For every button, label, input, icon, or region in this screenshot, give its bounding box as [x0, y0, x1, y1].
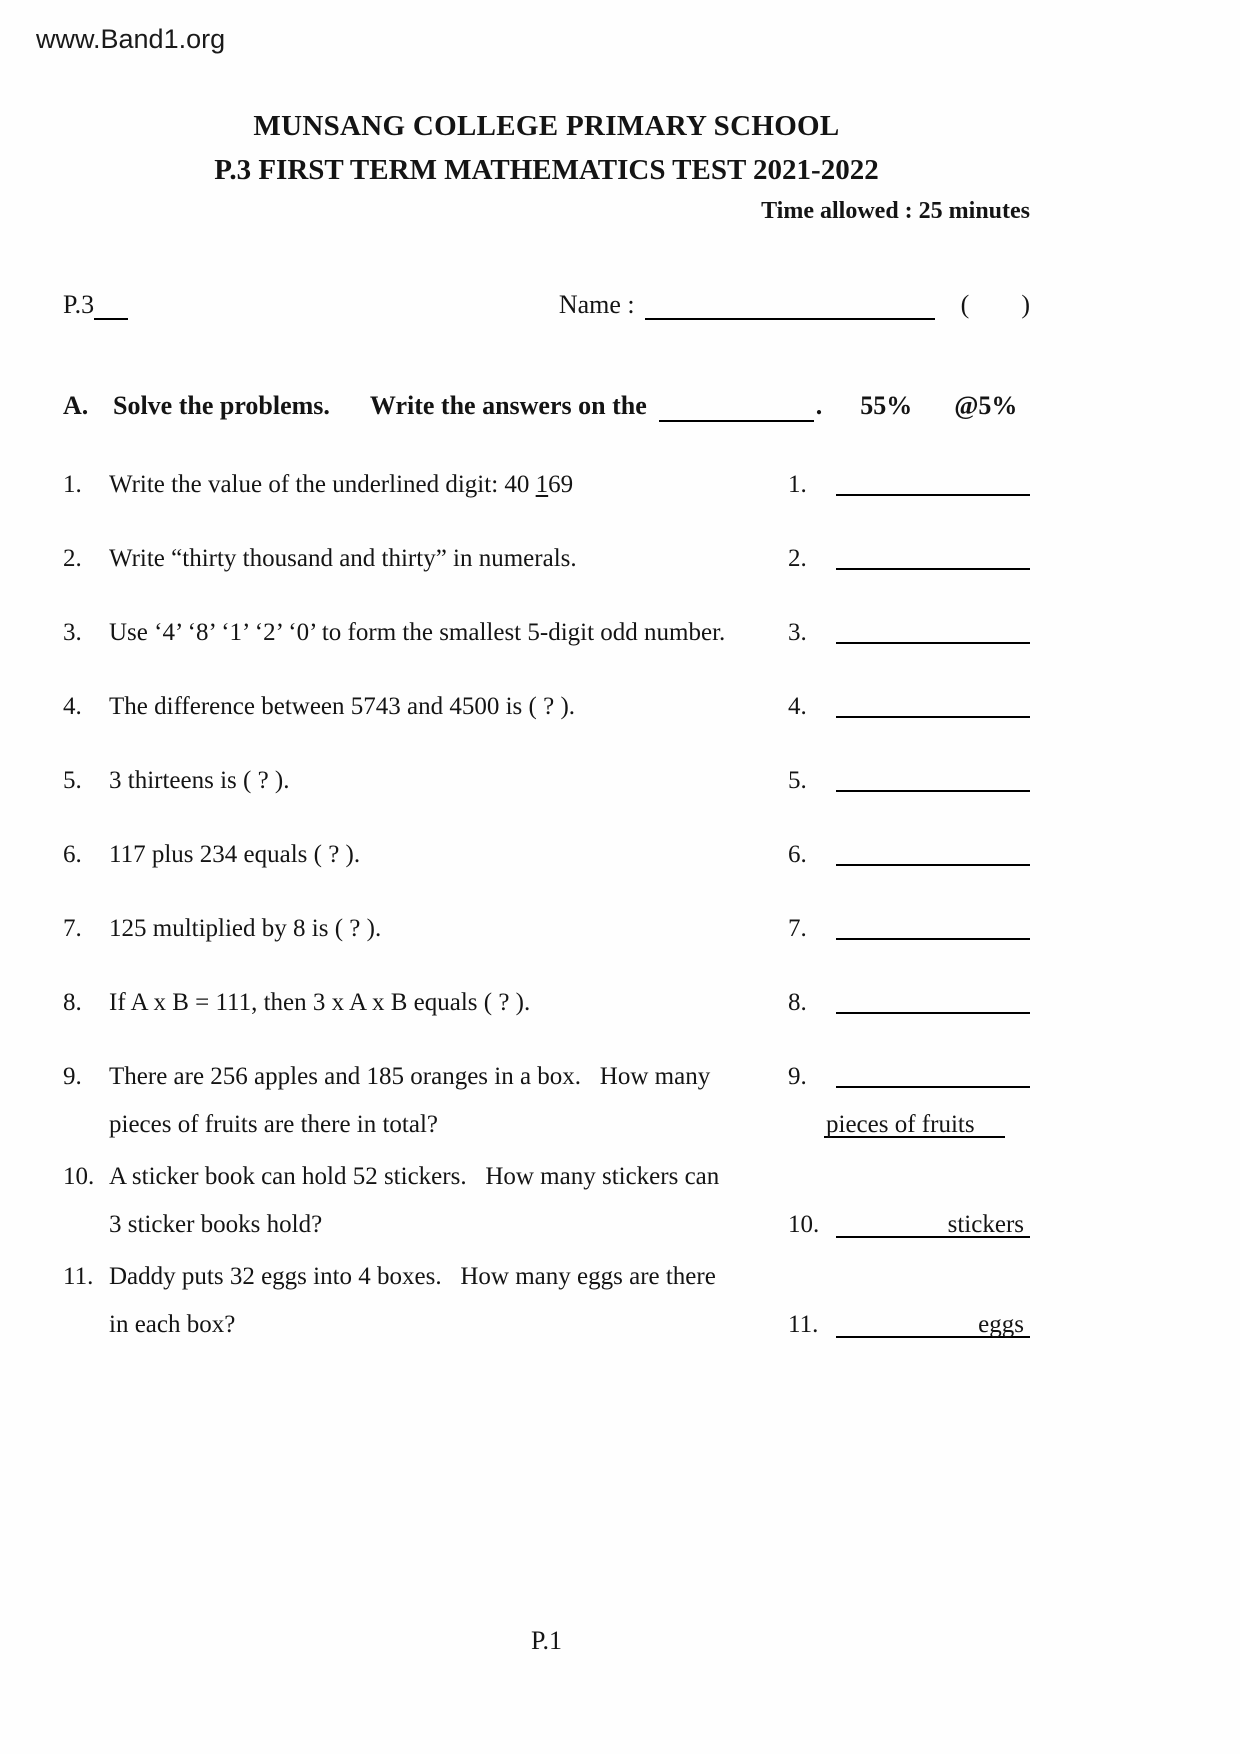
school-name: MUNSANG COLLEGE PRIMARY SCHOOL: [253, 110, 840, 142]
class-label: P.3: [63, 290, 95, 319]
question-row: [63, 766, 1030, 796]
answer-area: [788, 840, 1030, 870]
answer-number: 9.: [788, 1063, 807, 1090]
answer-line-1: [788, 1262, 1030, 1292]
time-allowed: Time allowed : 25 minutes: [761, 198, 1030, 224]
answer-area: [788, 1162, 1030, 1240]
answer-line-2: [788, 1210, 1030, 1240]
question-row: [63, 840, 1030, 870]
class-number-paren-open: (: [960, 290, 970, 319]
answer-area: [788, 1262, 1030, 1340]
question-row: [63, 470, 1030, 500]
answer-area: [788, 766, 1030, 796]
answer-area: [788, 692, 1030, 722]
answer-blank: [836, 988, 1030, 1014]
question-number: 4.: [63, 693, 82, 720]
question-text: 117 plus 234 equals ( ? ).: [109, 841, 361, 868]
question-line-1: [63, 1162, 774, 1192]
question-row: [63, 618, 1030, 648]
question-row: [63, 692, 1030, 722]
section-per-question-score: @5%: [954, 391, 1018, 420]
question-text: Use ‘4’ ‘8’ ‘1’ ‘2’ ‘0’ to form the smallest 5-digit odd number.: [109, 619, 726, 646]
question-number: 5.: [63, 767, 82, 794]
question-text: 3 sticker books hold?: [109, 1211, 323, 1238]
answer-line-2: [788, 1110, 1030, 1140]
question-line-1: [63, 1062, 774, 1092]
question-number: 2.: [63, 545, 82, 572]
answer-area: [788, 470, 1030, 500]
answer-line-1: [788, 1162, 1030, 1192]
watermark: www.Band1.org: [36, 24, 226, 54]
answer-number: 4.: [788, 693, 807, 720]
section-a-header: [63, 390, 1030, 422]
question: [63, 840, 788, 870]
question-list: [63, 470, 1030, 1340]
question: [63, 914, 788, 944]
question-line-2: [63, 1110, 774, 1140]
question-text: If A x B = 111, then 3 x A x B equals ( ? ).: [109, 989, 531, 1016]
question-text: pieces of fruits are there in total?: [109, 1111, 439, 1138]
section-total-score: 55%: [860, 391, 913, 420]
question-text: A sticker book can hold 52 stickers. How many stickers can: [109, 1163, 720, 1190]
question-number: 10.: [63, 1163, 95, 1190]
answer-number: 1.: [788, 471, 807, 498]
question: [63, 544, 788, 574]
question-text-part: 69: [548, 471, 574, 498]
question-number: 11.: [63, 1263, 94, 1290]
question: [63, 692, 788, 722]
answer-unit-label: stickers: [947, 1211, 1024, 1238]
page-number: P.1: [530, 1626, 563, 1655]
question: [63, 988, 788, 1018]
question-line-2: [63, 1310, 774, 1340]
answer-blank: [836, 766, 1030, 792]
question-number: 8.: [63, 989, 82, 1016]
question-number: 6.: [63, 841, 82, 868]
answer-blank: [836, 544, 1030, 570]
question-number: 3.: [63, 619, 82, 646]
question: [63, 1262, 788, 1340]
answer-area: [788, 618, 1030, 648]
answer-unit-label: pieces of fruits: [824, 1110, 1005, 1138]
question-text: Write “thirty thousand and thirty” in numerals.: [109, 545, 577, 572]
class-number-paren-close: ): [1021, 290, 1030, 319]
section-instruction-period: .: [815, 391, 823, 420]
name-label: Name :: [558, 290, 635, 319]
answer-blank: [836, 692, 1030, 718]
question: [63, 1162, 788, 1240]
class-blank: [94, 295, 128, 320]
name-blank: [645, 295, 935, 320]
question-number: 9.: [63, 1063, 82, 1090]
section-instruction-1: Solve the problems.: [113, 391, 330, 420]
test-title: P.3 FIRST TERM MATHEMATICS TEST 2021-2022: [214, 154, 879, 186]
question: [63, 470, 788, 500]
answer-number: 5.: [788, 767, 807, 794]
section-instruction-2: Write the answers on the: [369, 391, 647, 420]
question: [63, 1062, 788, 1140]
section-instruction-blank: [659, 397, 814, 422]
answer-blank: [836, 1310, 1030, 1338]
answer-blank: [836, 1210, 1030, 1238]
question-number: 7.: [63, 915, 82, 942]
question: [63, 618, 788, 648]
question-row: [63, 988, 1030, 1018]
answer-number: 6.: [788, 841, 807, 868]
class-field: [63, 290, 128, 320]
answer-area: [788, 544, 1030, 574]
question-row: [63, 1162, 1030, 1240]
answer-number: 11.: [788, 1311, 819, 1338]
answer-area: [788, 1062, 1030, 1140]
header: [63, 108, 1030, 226]
question-text: The difference between 5743 and 4500 is ( ? ).: [109, 693, 576, 720]
question-row: [63, 544, 1030, 574]
question-number: 1.: [63, 471, 82, 498]
name-row: [63, 290, 1030, 320]
question-text-part: Write the value of the underlined digit: 40: [109, 471, 536, 498]
question-text: Daddy puts 32 eggs into 4 boxes. How many eggs are there: [109, 1263, 716, 1290]
answer-blank: [836, 914, 1030, 940]
answer-number: 8.: [788, 989, 807, 1016]
answer-area: [788, 988, 1030, 1018]
answer-blank: [836, 470, 1030, 496]
question-text: There are 256 apples and 185 oranges in a box. How many: [109, 1063, 711, 1090]
question-text: 125 multiplied by 8 is ( ? ).: [109, 915, 382, 942]
answer-number: 2.: [788, 545, 807, 572]
answer-number: 3.: [788, 619, 807, 646]
answer-unit-label: eggs: [978, 1311, 1024, 1338]
question-text: in each box?: [109, 1311, 236, 1338]
question-text: 3 thirteens is ( ? ).: [109, 767, 290, 794]
underlined-digit: 1: [535, 471, 549, 498]
answer-blank: [836, 1062, 1030, 1088]
answer-blank: [836, 618, 1030, 644]
name-field: [559, 290, 1030, 320]
answer-number: 7.: [788, 915, 807, 942]
answer-line-1: [788, 1062, 1030, 1092]
question: [63, 766, 788, 796]
question-line-1: [63, 1262, 774, 1292]
question-row: [63, 914, 1030, 944]
question-row: [63, 1062, 1030, 1140]
answer-area: [788, 914, 1030, 944]
answer-line-2: [788, 1310, 1030, 1340]
answer-number: 10.: [788, 1211, 820, 1238]
question-line-2: [63, 1210, 774, 1240]
answer-blank: [836, 840, 1030, 866]
question-row: [63, 1262, 1030, 1340]
question-text: [109, 470, 774, 500]
section-label: A.: [63, 391, 89, 420]
